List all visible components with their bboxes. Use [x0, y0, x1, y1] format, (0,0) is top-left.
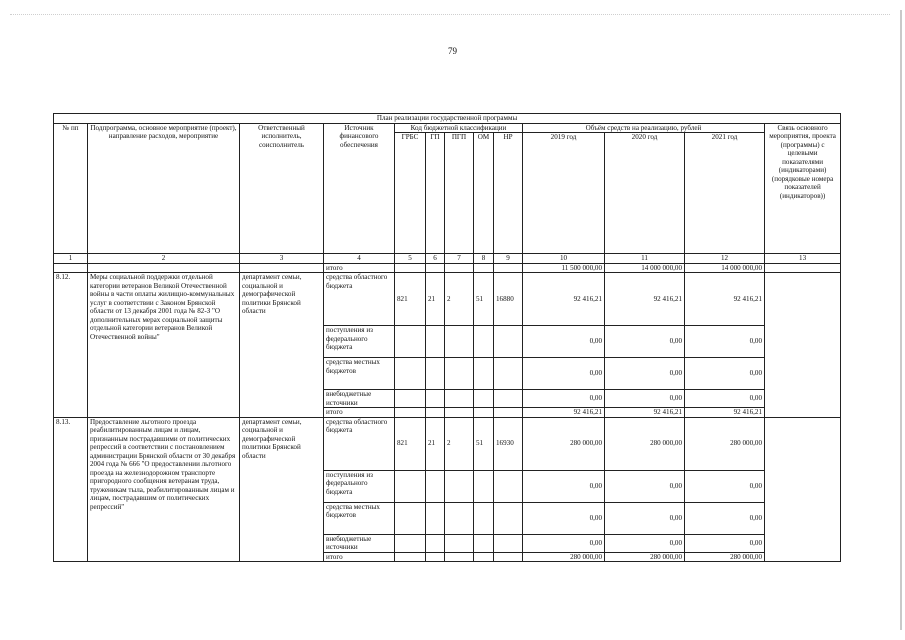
column-index: 4	[324, 254, 395, 264]
value-2021: 0,00	[685, 502, 765, 534]
header-volume: Объём средств на реализацию, рублей	[523, 123, 765, 133]
total-2021: 280 000,00	[685, 552, 765, 562]
header-no: № пп	[54, 123, 88, 254]
header-pgp: ПГП	[445, 133, 474, 254]
value-2019: 0,00	[523, 534, 605, 552]
total-2019: 11 500 000,00	[523, 263, 605, 273]
table-title: План реализации государственной программы	[54, 114, 841, 124]
value-2021: 0,00	[685, 326, 765, 358]
total-2021: 92 416,21	[685, 408, 765, 418]
header-grbs: ГРБС	[395, 133, 426, 254]
code-nr: 16930	[494, 417, 523, 470]
column-index: 10	[523, 254, 605, 264]
column-index: 12	[685, 254, 765, 264]
value-2020: 0,00	[605, 534, 685, 552]
value-2020: 0,00	[605, 470, 685, 502]
value-2019: 92 416,21	[523, 273, 605, 326]
total-2019: 92 416,21	[523, 408, 605, 418]
value-2020: 92 416,21	[605, 273, 685, 326]
value-2019: 280 000,00	[523, 417, 605, 470]
total-2020: 280 000,00	[605, 552, 685, 562]
header-nr: НР	[494, 133, 523, 254]
program-plan-table	[53, 113, 841, 562]
code-nr: 16880	[494, 273, 523, 326]
value-2019: 0,00	[523, 358, 605, 390]
column-index: 5	[395, 254, 426, 264]
header-2021: 2021 год	[685, 133, 765, 254]
value-2019: 0,00	[523, 502, 605, 534]
value-2020: 0,00	[605, 502, 685, 534]
total-2019: 280 000,00	[523, 552, 605, 562]
code-om: 51	[474, 273, 494, 326]
column-index: 3	[240, 254, 324, 264]
funding-source: внебюджетные источники	[324, 390, 395, 408]
page-number: 79	[448, 46, 457, 56]
column-index: 7	[445, 254, 474, 264]
column-index: 8	[474, 254, 494, 264]
funding-source: внебюджетные источники	[324, 534, 395, 552]
funding-source: поступления из федерального бюджета	[324, 326, 395, 358]
total-2020: 14 000 000,00	[605, 263, 685, 273]
header-gp: ГП	[426, 133, 445, 254]
value-2021: 0,00	[685, 534, 765, 552]
value-2020: 280 000,00	[605, 417, 685, 470]
value-2021: 0,00	[685, 390, 765, 408]
table-row	[54, 273, 841, 326]
item-executor: департамент семьи, социальной и демографической политики Брянской области	[240, 417, 324, 562]
header-2020: 2020 год	[605, 133, 685, 254]
code-pgp: 2	[445, 273, 474, 326]
header-2019: 2019 год	[523, 133, 605, 254]
funding-source: средства областного бюджета	[324, 273, 395, 326]
column-index: 11	[605, 254, 685, 264]
table-row	[54, 417, 841, 470]
item-title: Меры социальной поддержки отдельной категории ветеранов Великой Отечественной войны в части оплаты жилищно-коммунальных услуг в соответствии с Законом Брянской области от 13 декабря 2001 года № 82-З "О дополнительных мерах социальной защиты отдельной категории ветеранов Великой Отечественной войны"	[88, 273, 240, 418]
header-om: ОМ	[474, 133, 494, 254]
total-2021: 14 000 000,00	[685, 263, 765, 273]
value-2019: 0,00	[523, 326, 605, 358]
value-2019: 0,00	[523, 390, 605, 408]
total-label: итого	[324, 552, 395, 562]
header-budget-code: Код бюджетной классификации	[395, 123, 523, 133]
page-edge-shadow	[900, 10, 902, 630]
code-grbs: 821	[395, 417, 426, 470]
code-pgp: 2	[445, 417, 474, 470]
value-2021: 0,00	[685, 358, 765, 390]
total-2020: 92 416,21	[605, 408, 685, 418]
header-program: Подпрограмма, основное мероприятие (проект), направление расходов, мероприятие	[88, 123, 240, 254]
column-index: 9	[494, 254, 523, 264]
total-row	[54, 263, 841, 273]
column-index: 1	[54, 254, 88, 264]
item-number: 8.12.	[54, 273, 88, 418]
scan-artifact-line	[10, 14, 890, 15]
header-link: Связь основного мероприятия, проекта (программы) с целевыми показателями (индикаторами) (порядковые номера показателей (индикаторов))	[765, 123, 841, 254]
item-number: 8.13.	[54, 417, 88, 562]
funding-source: средства местных бюджетов	[324, 502, 395, 534]
value-2021: 0,00	[685, 470, 765, 502]
funding-source: поступления из федерального бюджета	[324, 470, 395, 502]
header-source: Источник финансового обеспечения	[324, 123, 395, 254]
code-gp: 21	[426, 273, 445, 326]
value-2021: 280 000,00	[685, 417, 765, 470]
code-gp: 21	[426, 417, 445, 470]
column-index-row	[54, 254, 841, 264]
header-executor: Ответственный исполнитель, соисполнитель	[240, 123, 324, 254]
item-executor: департамент семьи, социальной и демографической политики Брянской области	[240, 273, 324, 418]
table-title-row	[54, 114, 841, 124]
funding-source: средства областного бюджета	[324, 417, 395, 470]
code-grbs: 821	[395, 273, 426, 326]
value-2020: 0,00	[605, 390, 685, 408]
value-2020: 0,00	[605, 326, 685, 358]
item-title: Предоставление льготного проезда реабилитированным лицам и лицам, признанным пострадавшими от политических репрессий в соответствии с постановлением администрации Брянской области от 30 декабря 2004 года № 666 "О предоставлении льготного проезда на железнодорожном транспорте пригородного сообщения ветеранам труда, труженикам тыла, реабилитированным лицам и лицам, пострадавшим от политических репрессий"	[88, 417, 240, 562]
header-row	[54, 123, 841, 133]
value-2019: 0,00	[523, 470, 605, 502]
value-2021: 92 416,21	[685, 273, 765, 326]
column-index: 2	[88, 254, 240, 264]
funding-source: средства местных бюджетов	[324, 358, 395, 390]
code-om: 51	[474, 417, 494, 470]
total-label: итого	[324, 263, 395, 273]
column-index: 13	[765, 254, 841, 264]
total-label: итого	[324, 408, 395, 418]
value-2020: 0,00	[605, 358, 685, 390]
column-index: 6	[426, 254, 445, 264]
